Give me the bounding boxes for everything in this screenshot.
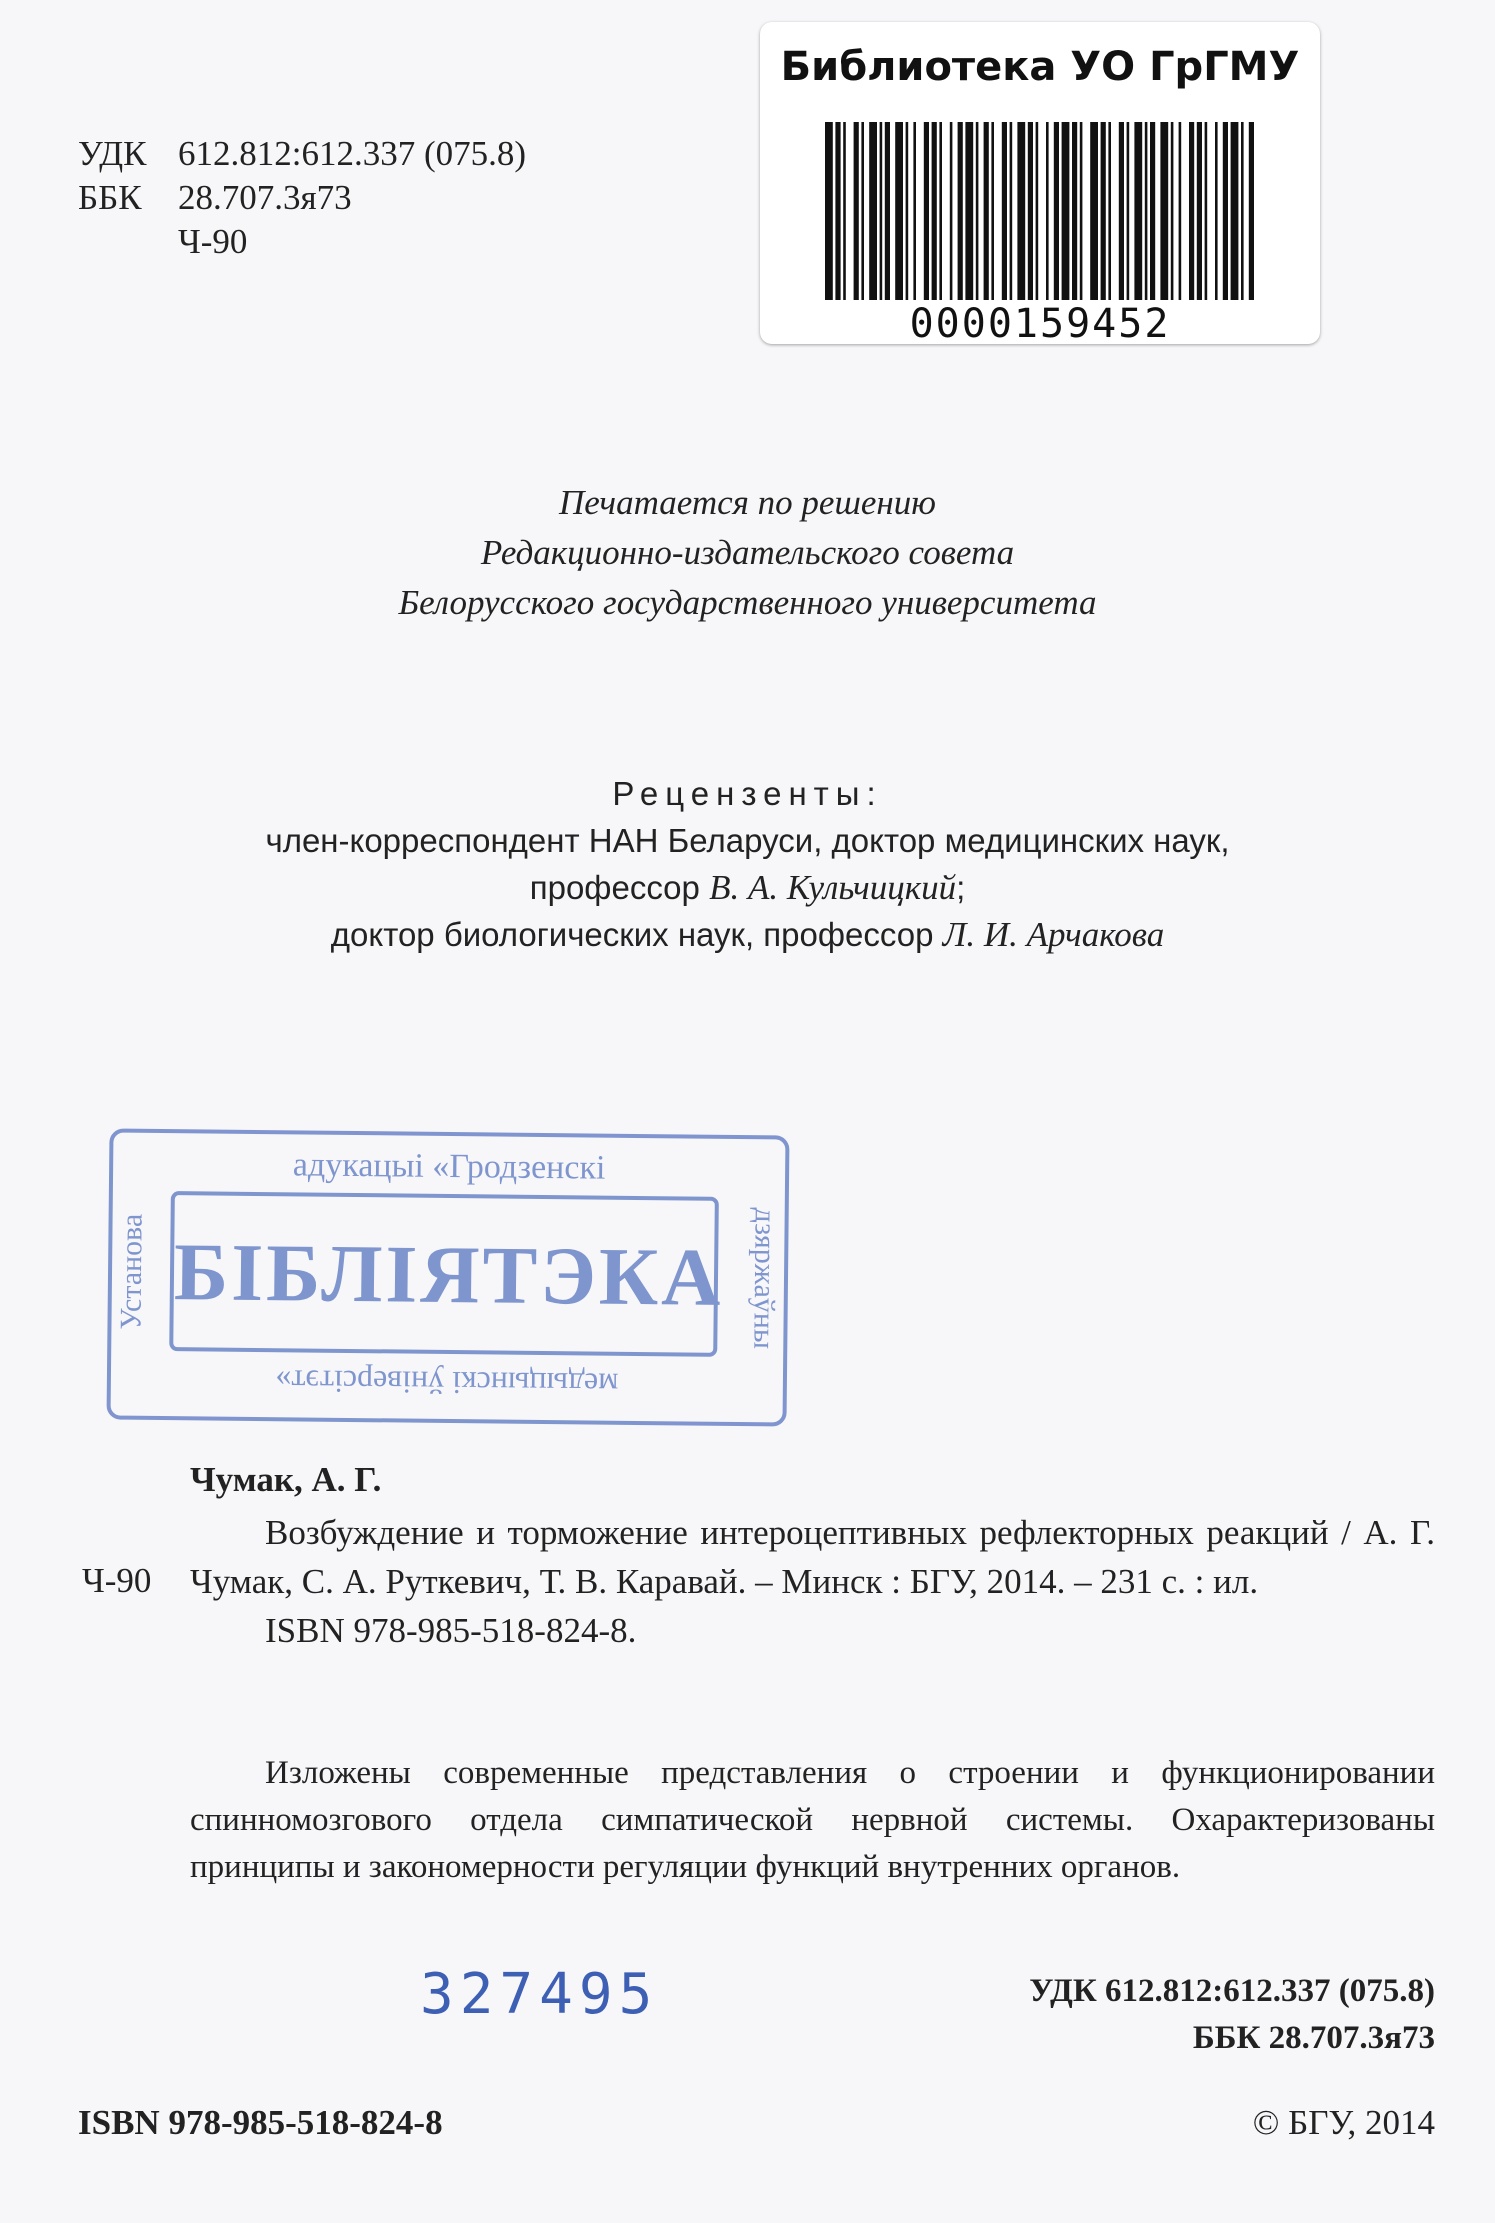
bbk-bottom: ББК 28.707.3я73 — [1192, 2020, 1435, 2056]
barcode-bar — [1171, 122, 1174, 300]
stamp-left-text: Установа — [114, 1213, 149, 1330]
barcode-bar — [1127, 122, 1130, 300]
barcode-bar — [1197, 122, 1202, 300]
shelf-code: Ч-90 — [82, 1561, 152, 1600]
publication-note-line: Печатается по решению — [559, 483, 936, 522]
barcode-bar — [835, 122, 840, 300]
barcode-bar — [984, 122, 989, 300]
stamp-main-text: БІБЛІЯТЭКА — [173, 1226, 725, 1323]
barcode-bar — [880, 122, 883, 300]
barcode-bar — [1179, 122, 1182, 300]
barcode-bar — [1223, 122, 1228, 300]
reviewers-section — [0, 770, 1495, 958]
stamp-top-text: адукацыі «Гродзенскі — [292, 1146, 606, 1187]
classification-block-bottom — [1029, 1968, 1435, 2062]
classification-block-top — [78, 132, 526, 264]
udk-value: 612.812:612.337 (075.8) — [178, 134, 527, 173]
reviewer-line — [0, 911, 1495, 958]
reviewer-line-prefix: доктор биологических наук, профессор — [330, 916, 943, 953]
barcode-bar — [825, 122, 833, 300]
barcode-bar — [1046, 122, 1049, 300]
barcode-bar — [1017, 122, 1025, 300]
reviewer-line: член-корреспондент НАН Беларуси, доктор медицинских наук, — [265, 822, 1230, 859]
barcode-bar — [1215, 122, 1218, 300]
barcode-bar — [1150, 122, 1155, 300]
barcode-bar — [1080, 122, 1083, 300]
stamp-inner-frame — [169, 1191, 725, 1357]
udk-label: УДК — [78, 134, 147, 173]
barcode-bar — [965, 122, 973, 300]
publication-note — [0, 478, 1495, 628]
stamp-bottom-text: медыцынскі ўніверсітэт» — [275, 1363, 619, 1403]
publication-note-line: Белорусского государственного университета — [398, 583, 1097, 622]
barcode-bar — [906, 122, 909, 300]
bbk-label: ББК — [78, 178, 142, 217]
barcode-bar — [1231, 122, 1239, 300]
barcode-bar — [958, 122, 963, 300]
abstract-text: Изложены современные представления о строении и функционировании спинномозгового отдела симпатической нервной системы. Охарактеризованы принципы и закономерности регуляции функций внутренних органов. — [190, 1755, 1435, 1885]
barcode-bar — [1108, 122, 1111, 300]
barcode-bar — [1145, 122, 1148, 300]
bibliographic-isbn: ISBN 978-985-518-824-8. — [265, 1611, 637, 1650]
author-code: Ч-90 — [178, 222, 248, 261]
stamp-right-text: дзяржаўны — [747, 1207, 782, 1350]
barcode-bar — [1119, 122, 1124, 300]
reviewer-name: Л. И. Арчакова — [942, 915, 1165, 954]
bbk-value: 28.707.3я73 — [178, 178, 352, 217]
library-label-title: Библиотека УО ГрГМУ — [780, 44, 1300, 90]
barcode-bar — [1134, 122, 1142, 300]
barcode-bar — [991, 122, 994, 300]
barcode-bar — [1010, 122, 1013, 300]
barcode-number: 0000159452 — [909, 301, 1171, 347]
udk-bottom: УДК 612.812:612.337 (075.8) — [1029, 1973, 1435, 2009]
barcode-bar — [1241, 122, 1244, 300]
bibliographic-description — [190, 1508, 1435, 1655]
barcode-bar — [1072, 122, 1077, 300]
barcode-bar — [869, 122, 877, 300]
reviewer-line — [0, 864, 1495, 911]
barcode-bar — [1160, 122, 1168, 300]
barcode-bar — [924, 122, 929, 300]
barcode-icon — [825, 122, 1255, 300]
isbn-footer: ISBN 978-985-518-824-8 — [78, 2103, 443, 2142]
inventory-number: 327495 — [420, 1962, 659, 2027]
barcode-bar — [1205, 122, 1208, 300]
reviewers-heading: Рецензенты: — [612, 775, 883, 812]
barcode-bar — [1189, 122, 1194, 300]
barcode-bar — [861, 122, 864, 300]
barcode-bar — [895, 122, 903, 300]
barcode-bar — [1036, 122, 1039, 300]
library-barcode-label — [760, 22, 1320, 347]
barcode-bar — [1002, 122, 1007, 300]
author-heading: Чумак, А. Г. — [190, 1460, 382, 1499]
barcode-bar — [932, 122, 937, 300]
reviewer-name: В. А. Кульчицкий — [709, 868, 957, 907]
barcode-bar — [1062, 122, 1070, 300]
reviewer-line-prefix: профессор — [529, 869, 710, 906]
barcode-bar — [1090, 122, 1098, 300]
barcode-bar — [1249, 122, 1254, 300]
barcode-bar — [885, 122, 890, 300]
barcode-bar — [950, 122, 953, 300]
publication-note-line: Редакционно-издательского совета — [480, 533, 1015, 572]
barcode-bar — [1028, 122, 1033, 300]
reviewer-line-suffix: ; — [956, 869, 966, 906]
barcode-bar — [913, 122, 916, 300]
copyright-notice: © БГУ, 2014 — [1252, 2103, 1435, 2142]
barcode-bar — [1054, 122, 1059, 300]
barcode-bar — [976, 122, 979, 300]
library-stamp — [106, 1128, 789, 1426]
barcode-bar — [854, 122, 859, 300]
bibliographic-text: Возбуждение и торможение интероцептивных рефлекторных реакций / А. Г. Чумак, С. А. Руткевич, Т. В. Каравай. – Минск : БГУ, 2014. – 231 с. : ил. — [190, 1513, 1435, 1601]
barcode-bar — [939, 122, 942, 300]
barcode-bar — [1101, 122, 1106, 300]
barcode-bar — [843, 122, 846, 300]
